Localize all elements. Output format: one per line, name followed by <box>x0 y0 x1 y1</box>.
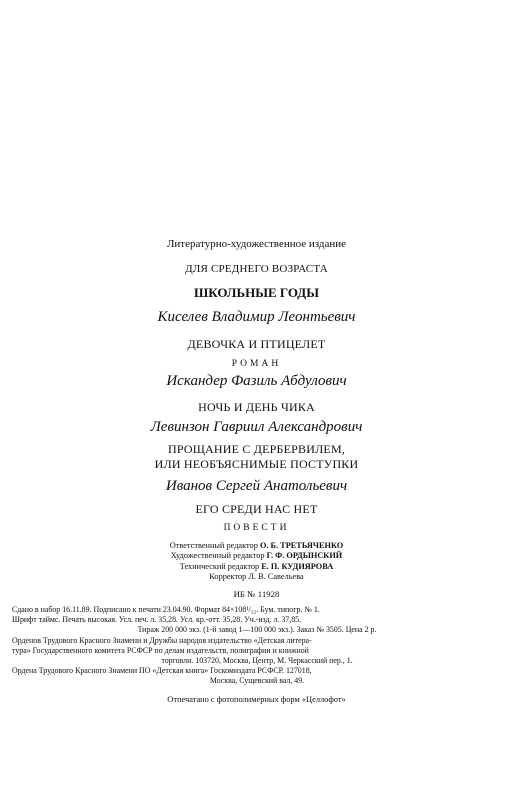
title-noch-i-den: НОЧЬ И ДЕНЬ ЧИКА <box>198 400 315 414</box>
credit-name: Е. П. КУДИЯРОВА <box>261 561 334 571</box>
series-title: ШКОЛЬНЫЕ ГОДЫ <box>193 285 320 300</box>
credit-name: Г. Ф. ОРДЫНСКИЙ <box>266 551 343 561</box>
imprint-line: тура» Государственного комитета РСФСР по делам издательств, полиграфии и книжной <box>12 645 309 655</box>
credits-block <box>0 541 513 583</box>
imprint-block <box>12 605 502 687</box>
printed-from-note: Отпечатано с фотополимерных форм «Целлофот» <box>167 695 346 704</box>
title-ego-sredi: ЕГО СРЕДИ НАС НЕТ <box>195 502 318 516</box>
imprint-line: Орденов Трудового Красного Знамени и Дружбы народов издательство «Детская литера- <box>12 635 312 645</box>
credit-role: Технический редактор <box>179 561 260 571</box>
edition-type: Литературно-художественное издание <box>166 238 347 250</box>
credit-proofreader <box>0 572 513 582</box>
title-proshchanie-line2: ИЛИ НЕОБЪЯСНИМЫЕ ПОСТУПКИ <box>154 457 359 471</box>
imprint-line: Шрифт таймс. Печать высокая. Усл. печ. л. 35,28. Усл. кр.-отт. 35,28. Уч.-изд. л. 37,85. <box>12 615 302 625</box>
imprint-line: Ордена Трудового Красного Знамени ПО «Детская книга» Госкомиздата РСФСР. 127018, <box>12 666 312 676</box>
imprint-line: Москва, Сущевский вал, 49. <box>209 676 305 686</box>
credit-name: О. Б. ТРЕТЬЯЧЕНКО <box>259 541 344 550</box>
author-ivanov: Иванов Сергей Анатольевич <box>165 478 348 494</box>
credit-art-editor <box>0 551 513 561</box>
genre-povesti: ПОВЕСТИ <box>223 523 290 533</box>
author-kiselev: Киселев Владимир Леонтьевич <box>157 309 356 325</box>
title-proshchanie-line1: ПРОЩАНИЕ С ДЕРБЕРВИЛЕМ, <box>167 442 346 456</box>
age-group: ДЛЯ СРЕДНЕГО ВОЗРАСТА <box>185 263 328 275</box>
author-levinzon: Левинзон Гавриил Александрович <box>150 419 363 435</box>
author-iskander: Искандер Фазиль Абдулович <box>166 373 347 389</box>
genre-roman: РОМАН <box>231 359 282 369</box>
credit-responsible-editor <box>0 541 513 551</box>
imprint-line: Сдано в набор 16.11.89. Подписано к печати 23.04.90. Формат 84×108¹/₃₂. Бум. типогр. № 1. <box>12 605 320 614</box>
imprint-line: Тираж 200 000 экз. (1-й завод 1—100 000 экз.). Заказ № 3505. Цена 2 р. <box>137 625 377 635</box>
title-devochka: ДЕВОЧКА И ПТИЦЕЛЕТ <box>187 337 326 351</box>
credit-role: Ответственный редактор <box>169 541 258 550</box>
credit-role: Корректор <box>209 572 247 582</box>
credit-tech-editor <box>0 562 513 572</box>
credit-name: Л. В. Савельева <box>248 572 304 582</box>
imprint-line: торговли. 103720, Москва, Центр, М. Черкасский пер., 1. <box>161 656 353 666</box>
credit-role: Художественный редактор <box>170 551 265 561</box>
ib-number: ИБ № 11928 <box>233 589 280 599</box>
